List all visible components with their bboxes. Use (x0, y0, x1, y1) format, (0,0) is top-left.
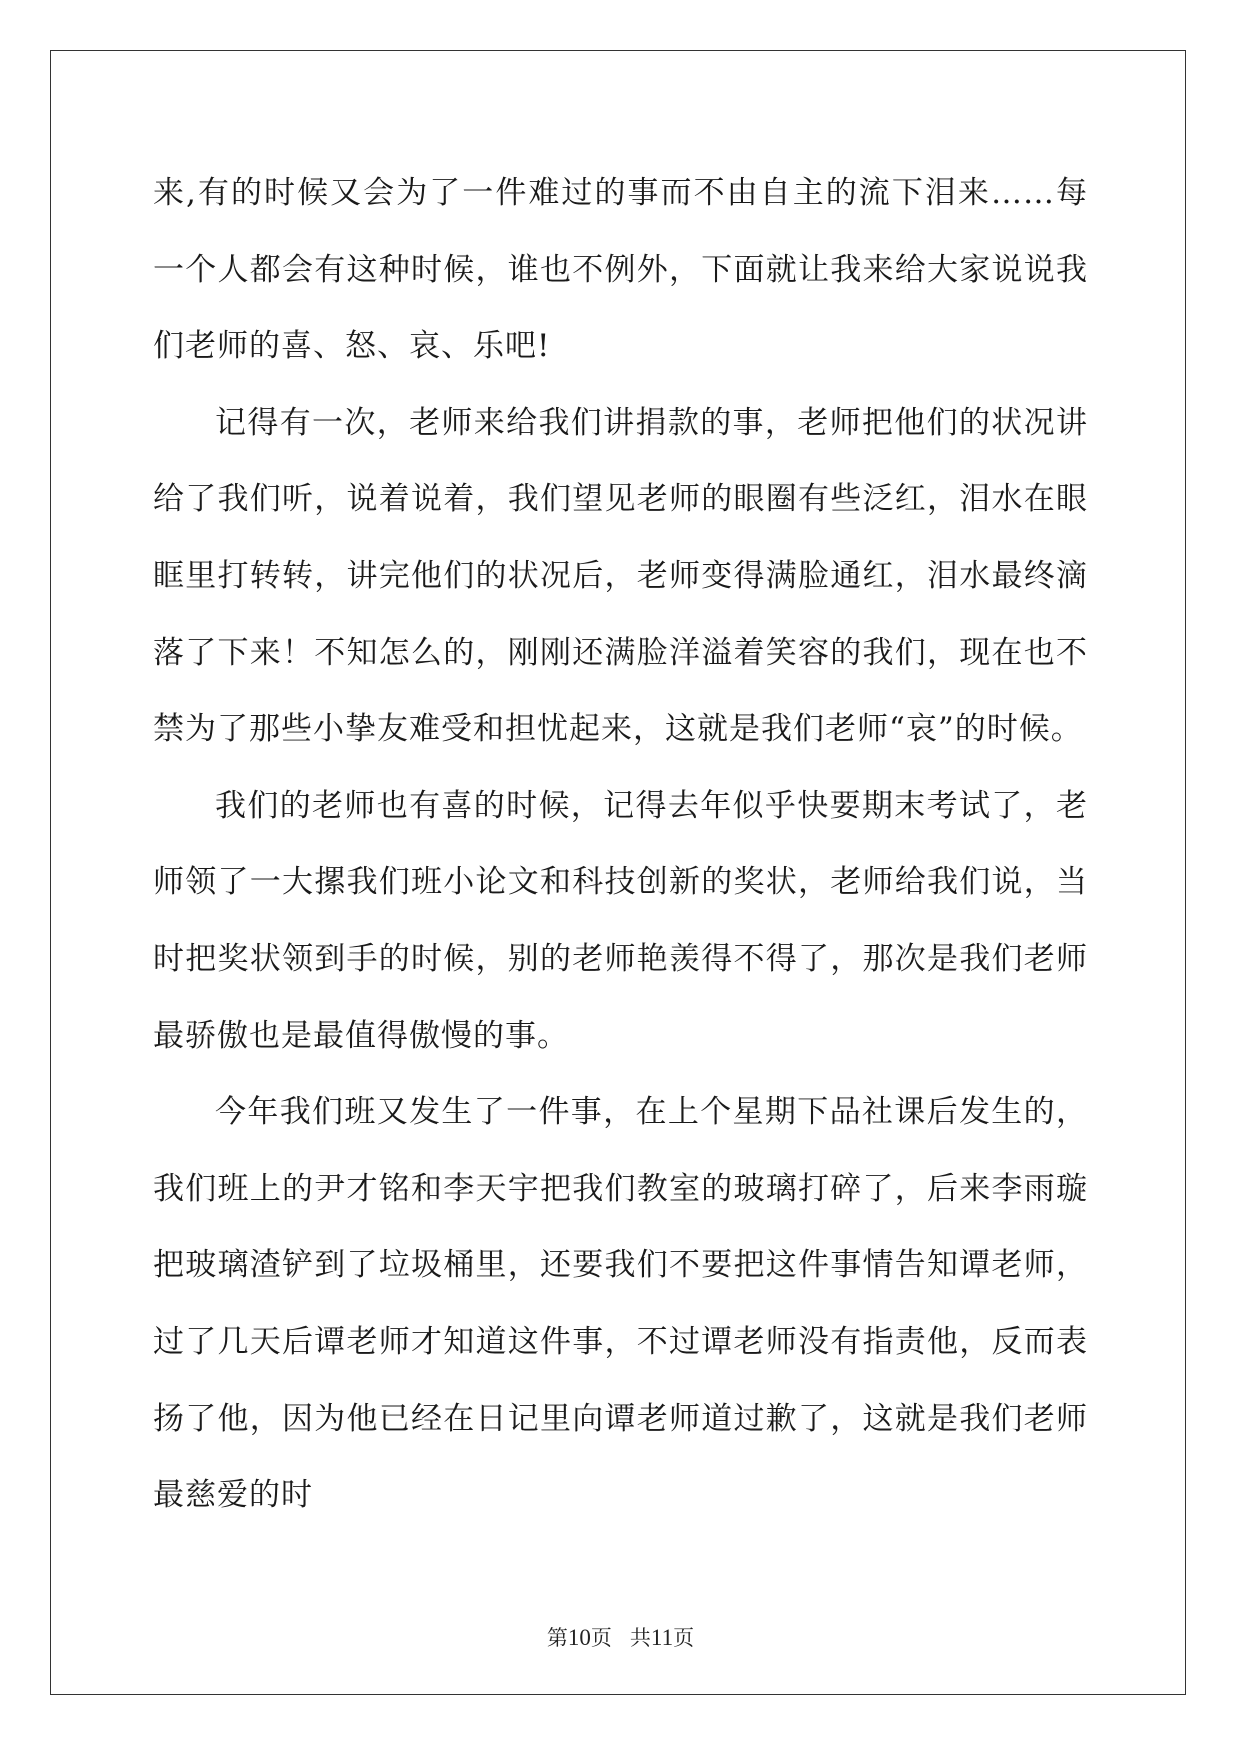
footer-total-unit: 页 (673, 1626, 695, 1650)
paragraph-4: 今年我们班又发生了一件事，在上个星期下品社课后发生的，我们班上的尹才铭和李天宇把我们教室的玻璃打碎了，后来李雨璇把玻璃渣铲到了垃圾桶里，还要我们不要把这件事情告知谭老师，过了几天后谭老师才知道这件事，不过谭老师没有指责他，反而表扬了他，因为他已经在日记里向谭老师道过歉了，这就是我们老师最慈爱的时 (153, 1094, 1088, 1514)
paragraph-1: 来,有的时候又会为了一件难过的事而不由自主的流下泪来……每一个人都会有这种时候，谁也不例外，下面就让我来给大家说说我们老师的喜、怒、哀、乐吧! (153, 175, 1088, 365)
footer-page-unit: 页 (590, 1626, 612, 1650)
paragraph-3: 我们的老师也有喜的时候，记得去年似乎快要期末考试了，老师领了一大摞我们班小论文和科技创新的奖状，老师给我们说，当时把奖状领到手的时候，别的老师艳羡得不得了，那次是我们老师最骄傲也是最值得傲慢的事。 (153, 787, 1088, 1054)
footer-prefix: 第 (546, 1626, 568, 1650)
footer-current-page: 10 (567, 1625, 591, 1650)
footer-total-prefix: 共 (629, 1626, 651, 1650)
page-footer (0, 1622, 1241, 1652)
paragraph-2: 记得有一次，老师来给我们讲捐款的事，老师把他们的状况讲给了我们听，说着说着，我们望见老师的眼圈有些泛红，泪水在眼眶里打转转，讲完他们的状况后，老师变得满脸通红，泪水最终滴落了下来！不知怎么的，刚刚还满脸洋溢着笑容的我们，现在也不禁为了那些小挚友难受和担忧起来，这就是我们老师“哀”的时候。 (153, 404, 1088, 748)
footer-total-pages: 11 (650, 1625, 674, 1650)
document-body (153, 155, 1088, 1534)
